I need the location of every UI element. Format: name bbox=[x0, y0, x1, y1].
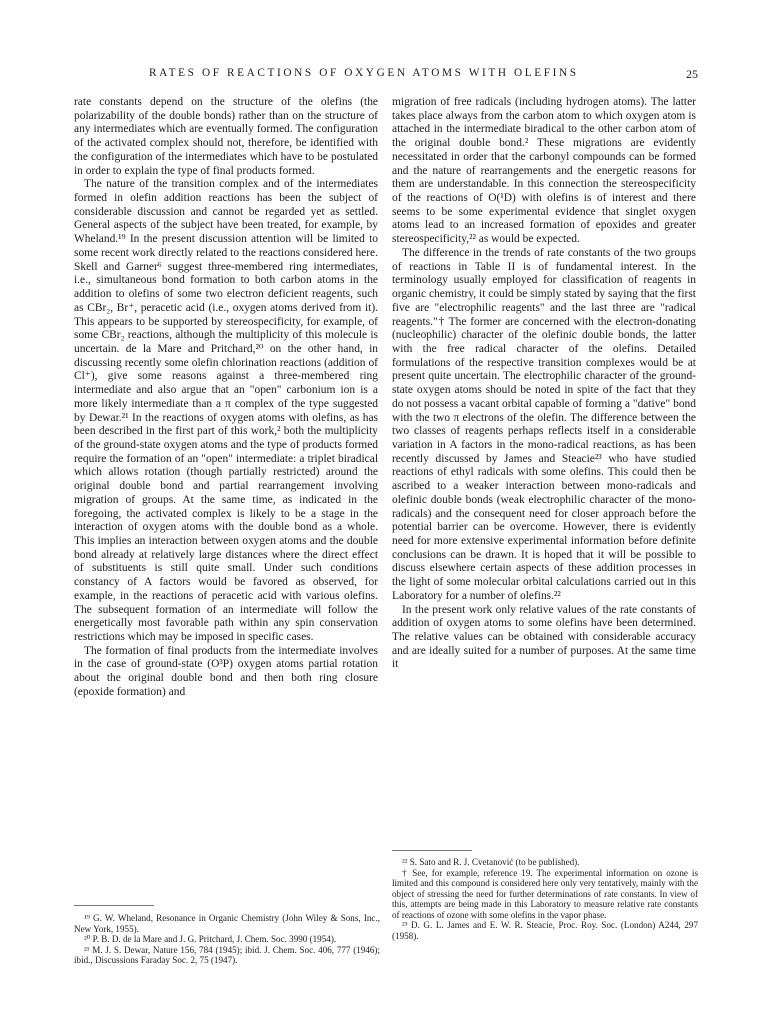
footnote: † See, for example, reference 19. The experimental information on ozone is limited and this compound is considered here only very tentatively, mainly with the object of stressing the need for further determinations of rate constants. In view of this, attempts are being made in this Laboratory to measure relative rate constants of reactions of ozone with some olefins in the vapor phase. bbox=[392, 867, 698, 920]
running-header bbox=[74, 67, 698, 83]
footnote: ¹⁹ G. W. Wheland, Resonance in Organic Chemistry (John Wiley & Sons, Inc., New York, 1955). bbox=[74, 913, 380, 934]
footnote-divider bbox=[392, 850, 472, 851]
footnote-divider bbox=[74, 905, 154, 906]
footnote: ²¹ M. J. S. Dewar, Nature 156, 784 (1945); ibid. J. Chem. Soc. 406, 777 (1946); ibid., Discussions Faraday Soc. 2, 75 (1947). bbox=[74, 944, 380, 966]
footnotes-right bbox=[392, 857, 698, 941]
paragraph: The difference in the trends of rate constants of the two groups of reactions in Table II is of fundamental interest. In the terminology usually employed for classification of reagents in organic chemistry, it could be simply stated by saying that the first five are "electrophilic reagents" and the last three are "radical reagents."† The former are concerned with the electron-donating (nucleophilic) character of the olefinic double bonds, the latter with the free radical character of the olefins. Detailed formulations of the respective transition complexes would be at present quite uncertain. The electrophilic character of the ground-state oxygen atoms should be noted in spite of the fact that they do not possess a vacant orbital capable of forming a "dative" bond with the two π electrons of the olefin. The difference between the two classes of reagents perhaps reflects itself in a considerable variation in A factors in the mono-radical reactions, as has been recently discussed by James and Steacie²³ who have studied reactions of ethyl radicals with some olefins. This could then be ascribed to a weaker interaction between mono-radicals and olefinic double bonds (weak electrophilic character of the mono-radicals) and the consequent need for closer approach before the potential barrier can be overcome. However, there is evidently need for more extensive experimental information before definite conclusions can be drawn. It is hoped that it will be possible to discuss elsewhere certain aspects of these addition processes in the light of some molecular orbital calculations carried out in this Laboratory for a number of olefins.²² bbox=[392, 246, 696, 602]
left-column bbox=[74, 96, 378, 700]
running-title: RATES OF REACTIONS OF OXYGEN ATOMS WITH OLEFINS bbox=[149, 67, 579, 79]
right-column bbox=[392, 96, 696, 672]
footnote: ²⁰ P. B. D. de la Mare and J. G. Pritchard, J. Chem. Soc. 3990 (1954). bbox=[84, 934, 337, 945]
paragraph: migration of free radicals (including hydrogen atoms). The latter takes place always from the carbon atom to which oxygen atom is attached in the intermediate biradical to the other carbon atom of the original double bond.² These migrations are evidently necessitated in order that the carbonyl compounds can be formed and the nature of rearrangements and the energetic reasons for them are understandable. In this connection the stereospecificity of the reactions of O(¹D) with olefins is of interest and there seems to be some experimental evidence that singlet oxygen atoms lead to an increased formation of epoxides and greater stereospecificity,²² as would be expected. bbox=[392, 96, 696, 246]
page-number: 25 bbox=[686, 67, 698, 81]
paragraph: The formation of final products from the intermediate involves in the case of ground-state (O³P) oxygen atoms partial rotation about the original double bond and then both ring closure (epoxide formation) and bbox=[74, 644, 378, 698]
paragraph: The nature of the transition complex and of the intermediates formed in olefin addition reactions has been the subject of considerable discussion and cannot be regarded yet as settled. General aspects of the subject have been treated, for example, by Wheland.¹⁹ In the present discussion attention will be limited to some recent work directly related to the reactions considered here. Skell and Garner⁶ suggest three-membered ring intermediates, i.e., simultaneous bond formation to both carbon atoms in the addition to olefins of some two electron deficient reagents, such as CBr₂, Br⁺, peracetic acid (i.e., oxygen atoms derived from it). This appears to be supported by stereospecificity, for example, of some CBr₂ reactions, although the multiplicity of this molecule is uncertain. de la Mare and Pritchard,²⁰ on the other hand, in discussing recently some olefin chlorination reactions (addition of Cl⁺), give some reasons against a three-membered ring intermediate and also argue that an "open" carbonium ion is a more likely intermediate than a π complex of the type suggested by Dewar.²¹ In the reactions of oxygen atoms with olefins, as has been described in the first part of this work,² both the multiplicity of the ground-state oxygen atoms and the type of products formed require the formation of an "open" intermediate: a triplet biradical which allows rotation (though partially restricted) around the original double bond and partial rearrangement involving migration of groups. At the same time, as indicated in the foregoing, the activated complex is likely to be a stage in the interaction of oxygen atoms with the double bond as a whole. This implies an interaction between oxygen atoms and the double bond already at relatively large distances where the direct effect of substituents is still quite small. Under such conditions constancy of A factors would be favored as observed, for example, in the reactions of peracetic acid with various olefins. The subsequent formation of an intermediate will follow the energetically most favorable path within any spin conservation restrictions which may be imposed in specific cases. bbox=[74, 178, 378, 644]
footnotes-left bbox=[74, 913, 380, 966]
footnote: ²³ D. G. L. James and E. W. R. Steacie, Proc. Roy. Soc. (London) A244, 297 (1958). bbox=[392, 920, 698, 941]
paragraph: rate constants depend on the structure of the olefins (the polarizability of the double bonds) rather than on the structure of any intermediates which are eventually formed. The configuration of the activated complex should not, therefore, be identified with the configuration of the intermediates which have to be postulated in order to explain the type of final products formed. bbox=[74, 96, 378, 177]
paragraph: In the present work only relative values of the rate constants of addition of oxygen atoms to some olefins have been determined. The relative values can be obtained with considerable accuracy and are ideally suited for a number of purposes. At the same time it bbox=[392, 603, 696, 671]
footnote: ²² S. Sato and R. J. Cvetanović (to be published). bbox=[402, 857, 580, 867]
